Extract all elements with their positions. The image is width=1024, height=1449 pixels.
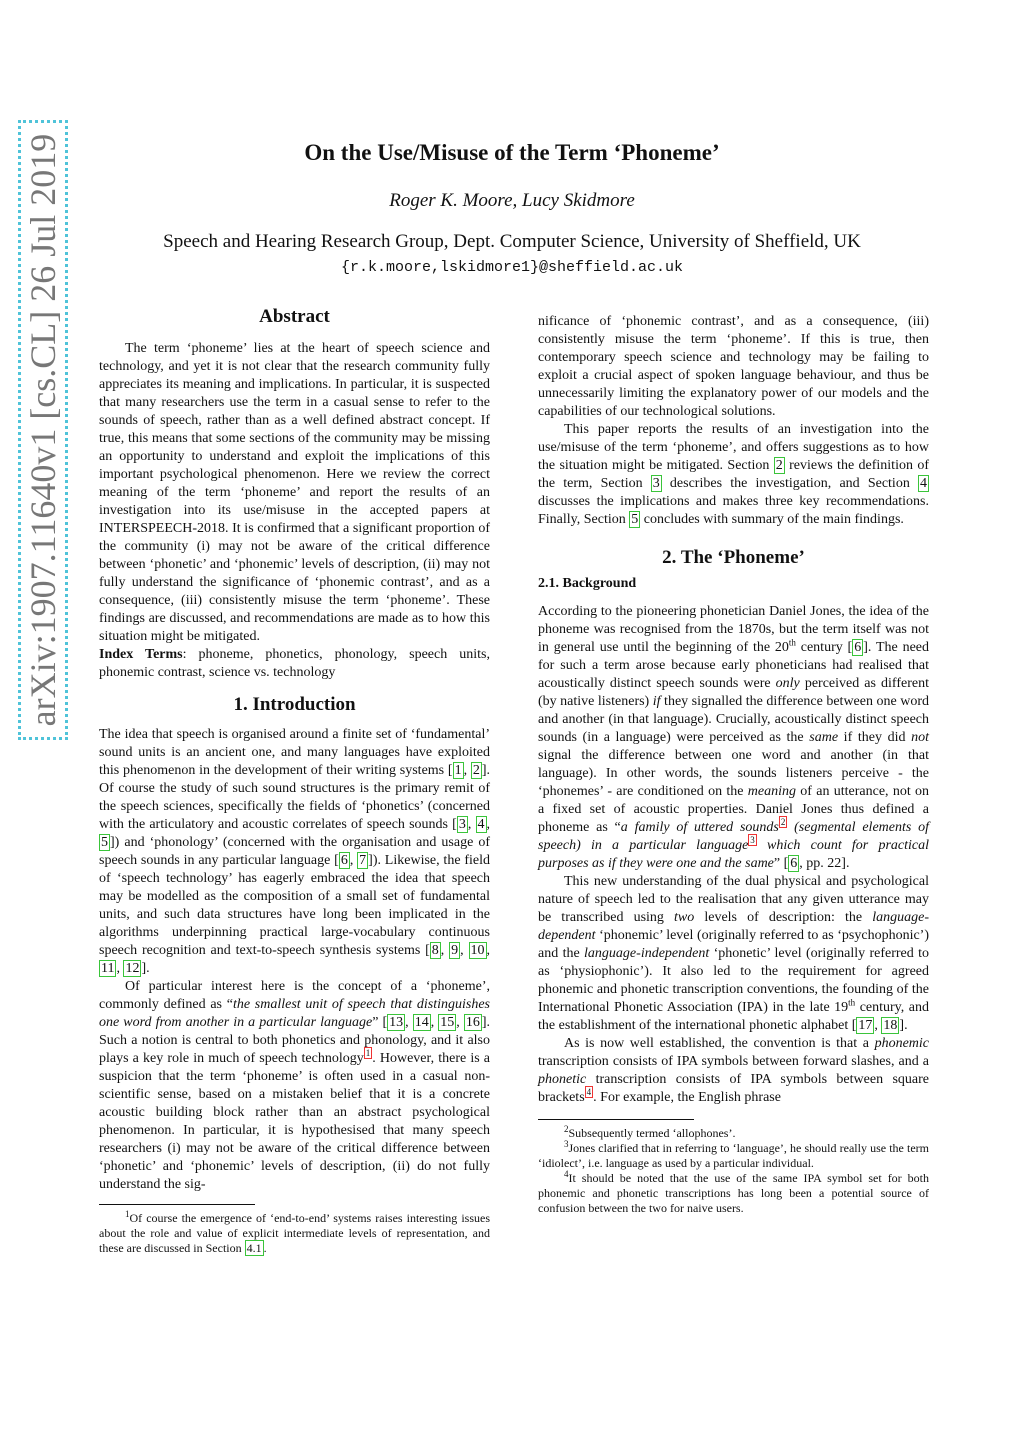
body-text: This paper reports the results of an investigation into the use/misuse of the term ‘phoneme’, and offers suggestions as to how the situation might be mitigated. Section: [538, 422, 929, 473]
citation-link[interactable]: 7: [359, 853, 367, 868]
body-text: ].: [899, 1018, 908, 1033]
jones-quote: a family of uttered sounds: [620, 820, 779, 835]
left-column: [99, 308, 490, 1256]
intro-text: ]. Of course the study of such sound structures is the primary remit of the speech sciences, specifically the fields of ‘phonetics’ (concerned with the articulatory and acoustic correlates of speech sounds [: [99, 763, 491, 832]
citation-link[interactable]: 9: [451, 943, 459, 958]
right-paragraph-2: [538, 421, 929, 529]
body-text: ‘phonemic’ level (originally referred to as ‘psychophonic’) and the: [538, 928, 929, 961]
intro-text: The idea that speech is organised around a finite set of ‘fundamental’ sound units is an ancient one, and many languages have exploited this phenomenon in the development of their writing systems [: [99, 727, 490, 778]
footnote-text: It should be noted that the use of the same IPA symbol set for both phonemic and phonetic transcriptions has long been a potential source of confusion between the two for naive users.: [538, 1171, 929, 1215]
emphasis: same: [809, 730, 839, 745]
body-text: perceived as different (by native listeners): [538, 676, 929, 709]
intro-paragraph-2: Of particular interest here is the concept of a ‘phoneme’, commonly defined as “the smallest unit of speech that distinguishes one word from another in a particular language” [ 13 , 14 , 15 , 16 ]. Such a notion is central to both phonetics and phonology, and it also plays a key role in much of speech technology $^1$ . However, there is a suspicion that the term ‘phoneme’ is often used in a casual non-scientific sense, based on a mistaken belief that it is a concrete acoustic building block rather than an abstract psychological phenomenon. In particular, it is hypothesised that many speech researchers (i) may not be aware of the critical difference between ‘phonetic’ and ‘phonemic’ levels of description, (ii) do not fully understand the sig-: [99, 979, 491, 1192]
arxiv-identifier[interactable]: arXiv:1907.11640v1 [cs.CL] 26 Jul 2019: [18, 120, 68, 740]
superscript: th: [788, 637, 796, 648]
emphasis: language-independent: [584, 946, 710, 961]
background-paragraph-2: This new understanding of the dual physical and psychological nature of speech led to the realisation that any given utterance may be transcribed using two levels of description: the language-dependent ‘phonemic’ level (originally referred to as ‘psychophonic’) and the language-independent ‘phonetic’ level (originally referred to as ‘physiophonic’). It also led to the requirement for agreed phonemic and phonetic transcription conventions, the founding of the International Phonetic Association (IPA) in the late 19th century, and the establishment of the international phonetic alphabet [ 17 , 18 ].: [538, 874, 929, 1033]
body-text: This new understanding of the dual physical and psychological nature of speech led to the realisation that any given utterance may be transcribed using: [538, 874, 929, 925]
intro-text: . However, there is a suspicion that the term ‘phoneme’ is often used in a casual non-scientific sense, based on a mistaken belief that it is a concrete acoustic building block rather than an abstract psychological phenomenon. In particular, it is hypothesised that many speech researchers (i) may not be aware of the critical difference between ‘phonetic’ and ‘phonemic’ levels of description, (ii) do not fully understand the sig-: [99, 1051, 491, 1192]
section-link[interactable]: 2: [775, 458, 783, 473]
index-terms-label: Index Terms: [99, 647, 183, 662]
body-text: , pp. 22].: [799, 856, 850, 871]
body-text: they signalled the difference between one word and another (in that language). Crucially, acoustically distinct speech sounds (in a language) were perceived as the: [538, 694, 930, 745]
citation-link[interactable]: 1: [454, 763, 462, 778]
citation-link[interactable]: 14: [414, 1015, 429, 1030]
citation-link[interactable]: 10: [470, 943, 485, 958]
body-text: describes the investigation, and Section: [661, 476, 918, 491]
index-terms-text: : phoneme, phonetics, phonology, speech units, phonemic contrast, science vs. technology: [99, 647, 490, 680]
emphasis: not: [911, 730, 929, 745]
arxiv-stamp[interactable]: [14, 120, 70, 740]
body-text: According to the pioneering phonetician Daniel Jones, the idea of the phoneme was recognised from the 1870s, but the term itself was not in general use until the beginning of the 20: [538, 604, 929, 655]
citation-link[interactable]: 6: [790, 856, 798, 871]
footnote-number: 1: [125, 1209, 130, 1219]
body-text: century, and the establishment of the international phonetic alphabet [: [538, 1000, 929, 1033]
citation-link[interactable]: 17: [858, 1018, 873, 1033]
emphasis: meaning: [747, 784, 796, 799]
footnote-1: [99, 1211, 490, 1256]
superscript: th: [848, 997, 856, 1008]
body-text: century [: [795, 640, 853, 655]
emphasis: if: [652, 694, 661, 709]
body-text: signal the difference between one word and another (in that language). In other words, the sounds listeners perceive - the ‘phonemes’ - are conditioned on the: [538, 748, 929, 799]
subsection-2-1-heading: 2.1. Background: [538, 576, 637, 591]
jones-quote: (segmental elements of speech) in a particular language: [538, 820, 930, 853]
footnote-link[interactable]: 2: [780, 817, 786, 828]
footnote-number: 3: [564, 1139, 569, 1149]
section-link[interactable]: 4.1: [246, 1241, 262, 1255]
citation-link[interactable]: 3: [458, 817, 466, 832]
body-text: As is now well established, the convention is that a: [564, 1036, 875, 1051]
body-text: levels of description: the: [694, 910, 873, 925]
footnote-number: 2: [564, 1124, 569, 1134]
right-paragraph-1: nificance of ‘phonemic contrast’, and as a consequence, (iii) consistently misuse the term ‘phoneme’. If this is true, then contemporary speech science and technology may be failing to exploit a crucial aspect of spoken language behaviour, and thus be unnecessarily limiting the explanatory power of our models and the capabilities of our technological solutions.: [538, 314, 929, 419]
footnote-4: [538, 1171, 929, 1216]
body-text: if they did: [838, 730, 912, 745]
background-paragraph-1: [538, 603, 929, 873]
citation-link[interactable]: 8: [431, 943, 439, 958]
section-1-heading: 1. Introduction: [233, 694, 356, 715]
body-text: of an utterance, not on a fixed set of acoustic properties. Daniel Jones thus defined a phoneme as “: [538, 784, 930, 835]
citation-link[interactable]: 6: [340, 853, 348, 868]
citation-link[interactable]: 13: [389, 1015, 404, 1030]
phoneme-definition-quote: the smallest unit of speech that distinguishes one word from another in a particular language: [99, 997, 490, 1030]
footnote-number: 4: [564, 1169, 569, 1179]
intro-paragraph-1: The idea that speech is organised around a finite set of ‘fundamental’ sound units is an ancient one, and many languages have exploited this phenomenon in the development of their writing systems [ 1 , 2 ]. Of course the study of such sound structures is the primary remit of the speech sciences, specifically the fields of ‘phonetics’ (concerned with the articulatory and acoustic correlates of speech sounds [ 3 , 4 , 5 ]) and ‘phonology’ (concerned with the organisation and usage of speech sounds in any particular language [ 6 , 7 ]). Likewise, the field of ‘speech technology’ has eagerly embraced the idea that speech may be modelled as the composition of a small set of fundamental units, and such data structures have long been implicated in the algorithms underpinning practical large-vocabulary continuous speech recognition and text-to-speech synthesis systems [ 8 , 9 , 10 , 11 , 12 ].: [99, 727, 491, 976]
emphasis: phonemic: [874, 1036, 929, 1051]
footnote-text: Jones clarified that in referring to ‘language’, he should really use the term ‘idiolect’, i.e. language as used by a particular individual.: [538, 1141, 929, 1170]
section-2-heading: 2. The ‘Phoneme’: [662, 547, 805, 568]
footnote-text: Subsequently termed ‘allophones’.: [568, 1126, 736, 1140]
index-terms: [99, 646, 490, 682]
citation-link[interactable]: 16: [465, 1015, 480, 1030]
section-link[interactable]: 3: [652, 476, 660, 491]
citation-link[interactable]: 6: [854, 640, 862, 655]
citation-link[interactable]: 5: [101, 835, 108, 850]
footnote-2: [538, 1126, 929, 1141]
abstract-heading: Abstract: [259, 306, 330, 327]
emphasis: phonetic: [538, 1072, 587, 1087]
body-text: ]. The need for such a term arose because early phoneticians had realised that acoustically distinct speech sounds were: [538, 640, 929, 691]
footnote-text: Of course the emergence of ‘end-to-end’ systems raises interesting issues about the role and value of explicit intermediate levels of representation, and these are discussed in Section: [99, 1211, 490, 1255]
jones-quote: which count for practical purposes as if they were one and the same: [538, 838, 929, 871]
intro-text: ]) and ‘phonology’ (concerned with the organisation and usage of speech sounds in any particular language [: [99, 835, 490, 868]
right-column: [538, 313, 929, 1216]
body-text: . For example, the English phrase: [593, 1090, 781, 1105]
body-text: discusses the implications and makes three key recommendations. Finally, Section: [538, 494, 929, 527]
footnote-link[interactable]: 4: [586, 1087, 592, 1098]
citation-link[interactable]: 18: [883, 1018, 898, 1033]
abstract-text: The term ‘phoneme’ lies at the heart of speech science and technology, and yet it is not clear that the research community fully appreciates its meaning and implications. In particular, it is suspected that many researchers use the term in a casual sense to refer to the sounds of speech, rather than as a well defined abstract concept. If true, this means that some sections of the community may be missing an opportunity to understand and exploit the implications of this important psychological phenomenon. Here we review the correct meaning of the term ‘phoneme’ and report the results of an investigation into its use/misuse in the accepted papers at INTERSPEECH-2018. It is confirmed that a significant proportion of the community (i) may not be aware of the critical difference between ‘phonetic’ and ‘phonemic’ levels of description, (ii) may not fully understand the significance of ‘phonemic contrast’, and as a consequence, (iii) consistently misuse the term ‘phoneme’. These findings are discussed, and recommendations are made as to how this situation might be mitigated.: [99, 341, 490, 644]
background-paragraph-3: [538, 1035, 929, 1107]
citation-link[interactable]: 11: [101, 961, 115, 976]
section-link[interactable]: 4: [920, 476, 927, 491]
citation-link[interactable]: 12: [125, 961, 140, 976]
body-text: transcription consists of IPA symbols between forward slashes, and a: [538, 1054, 929, 1069]
footnote-link[interactable]: 1: [365, 1048, 371, 1059]
emphasis: language-dependent: [538, 910, 929, 943]
paper-authors: Roger K. Moore, Lucy Skidmore: [389, 190, 635, 211]
emphasis: two: [674, 910, 695, 925]
body-text: ” [: [773, 856, 789, 871]
intro-text: ” [: [372, 1015, 388, 1030]
section-link[interactable]: 5: [631, 512, 639, 527]
intro-text: ]). Likewise, the field of ‘speech technology’ has eagerly embraced the idea that speech may be modelled as the composition of a small set of fundamental units, and such data structures have long been implicated in the algorithms underpinning practical large-vocabulary continuous speech recognition and text-to-speech synthesis systems [: [99, 853, 491, 958]
intro-text: Of particular interest here is the concept of a ‘phoneme’, commonly defined as “: [99, 979, 490, 1012]
paper-email: {r.k.moore,lskidmore1}@sheffield.ac.uk: [340, 259, 684, 276]
paper-affiliation: Speech and Hearing Research Group, Dept. Computer Science, University of Sheffield, UK: [163, 231, 861, 252]
footnote-link[interactable]: 3: [750, 835, 755, 846]
footnote-text: .: [263, 1241, 267, 1255]
body-text: concludes with summary of the main findings.: [640, 512, 904, 527]
citation-link[interactable]: 4: [477, 817, 485, 832]
intro-text: ]. Such a notion is central to both phonetics and phonology, and it also plays a key role in much of speech technology: [99, 1015, 491, 1066]
citation-link[interactable]: 2: [472, 763, 480, 778]
body-text: ‘phonetic’ level (originally referred to as ‘physiophonic’). It also led to the requirement for agreed phonemic and phonetic transcription conventions, the founding of the International Phonetic Association (IPA) in the late 19: [538, 946, 929, 1015]
body-text: reviews the definition of the term, Section: [538, 458, 929, 491]
citation-link[interactable]: 15: [440, 1015, 455, 1030]
emphasis: only: [775, 676, 800, 691]
body-text: transcription consists of IPA symbols between square brackets: [538, 1072, 929, 1105]
paper-title: On the Use/Misuse of the Term ‘Phoneme’: [304, 140, 720, 165]
intro-text: ].: [141, 961, 150, 976]
footnote-3: [538, 1141, 929, 1171]
